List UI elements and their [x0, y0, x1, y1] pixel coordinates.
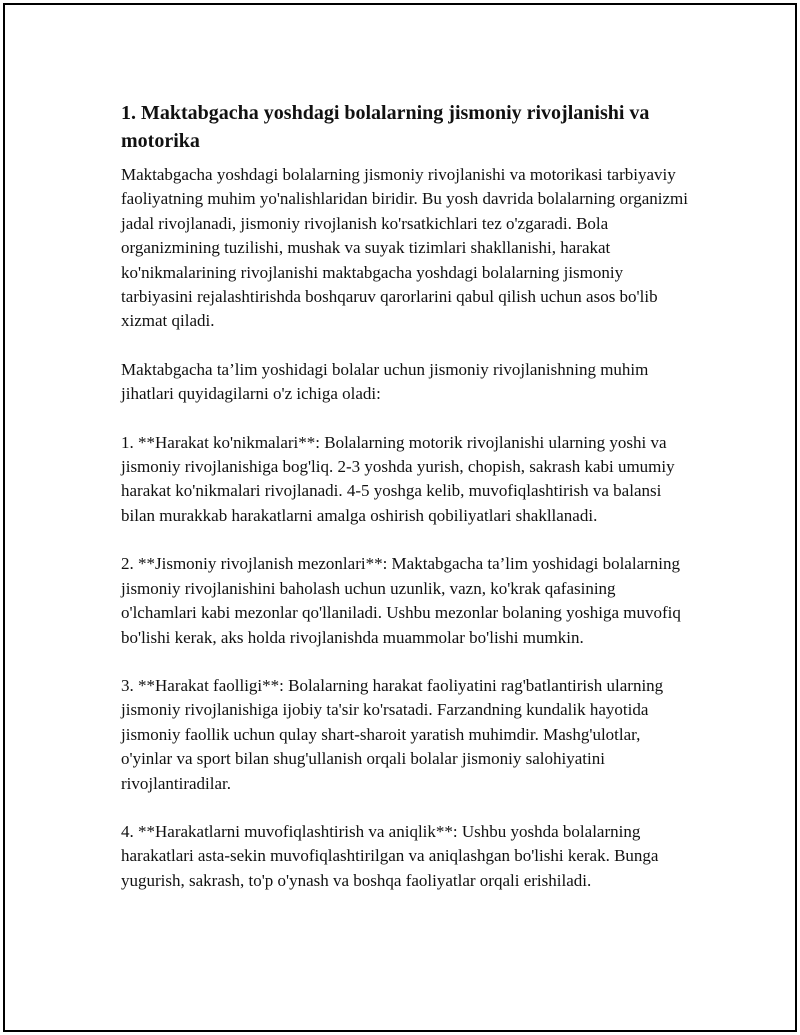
aspects-intro-paragraph: Maktabgacha ta’lim yoshidagi bolalar uchun jismoniy rivojlanishning muhim jihatlari quyidagilarni o'z ichiga oladi: — [121, 359, 649, 404]
intro-paragraph: Maktabgacha yoshdagi bolalarning jismoniy rivojlanishi va motorikasi tarbiyaviy faoliyatning muhim yo'nalishlaridan biridir. Bu yosh davrida bolalarning organizmi jadal rivojlanadi, jismoniy rivojlanish ko'rsatkichlari tez o'zgaradi. Bola organizmining tuzilishi, mushak va suyak tizimlari shakllanishi, harakat ko'nikmalarining rivojlanishi maktabgacha yoshdagi bolalarning jismoniy tarbiyasini rejalashtirishda boshqaruv qarorlarini qabul qilish uchun asos bo'lib xizmat qiladi. — [121, 165, 688, 331]
document-body — [121, 99, 691, 917]
item-physical-activity: 3. **Harakat faolligi**: Bolalarning harakat faoliyatini rag'batlantirish ularning jismoniy rivojlanishiga ijobiy ta'sir ko'rsatadi. Farzandning kundalik hayotida jismoniy faollik uchun qulay shart-sharoit yaratish muhimdir. Mashg'ulotlar, o'yinlar va sport bilan shug'ullanish orqali bolalar jismoniy salohiyatini rivojlantiradilar. — [121, 675, 664, 793]
item-coordination-accuracy: 4. **Harakatlarni muvofiqlashtirish va aniqlik**: Ushbu yoshda bolalarning harakatlari asta-sekin muvofiqlashtirilgan va aniqlashgan bo'lishi kerak. Bunga yugurish, sakrash, to'p o'ynash va boshqa faoliyatlar orqali erishiladi. — [121, 821, 659, 890]
section-heading: 1. Maktabgacha yoshdagi bolalarning jismoniy rivojlanishi va motorika — [121, 102, 650, 152]
item-development-criteria: 2. **Jismoniy rivojlanish mezonlari**: Maktabgacha ta’lim yoshidagi bolalarning jismoniy rivojlanishini baholash uchun uzunlik, vazn, ko'krak qafasining o'lchamlari kabi mezonlar qo'llaniladi. Ushbu mezonlar bolaning yoshiga muvofiq bo'lishi kerak, aks holda rivojlanishda muammolar bo'lishi mumkin. — [121, 554, 681, 647]
page-frame — [3, 3, 797, 1032]
item-motor-skills: 1. **Harakat ko'nikmalari**: Bolalarning motorik rivojlanishi ularning yoshi va jismoniy rivojlanishiga bog'liq. 2-3 yoshda yurish, chopish, sakrash kabi umumiy harakat ko'nikmalari rivojlanadi. 4-5 yoshga kelib, muvofiqlashtirish va balansi bilan murakkab harakatlarni amalga oshirish qobiliyatlari shakllanadi. — [121, 432, 675, 525]
